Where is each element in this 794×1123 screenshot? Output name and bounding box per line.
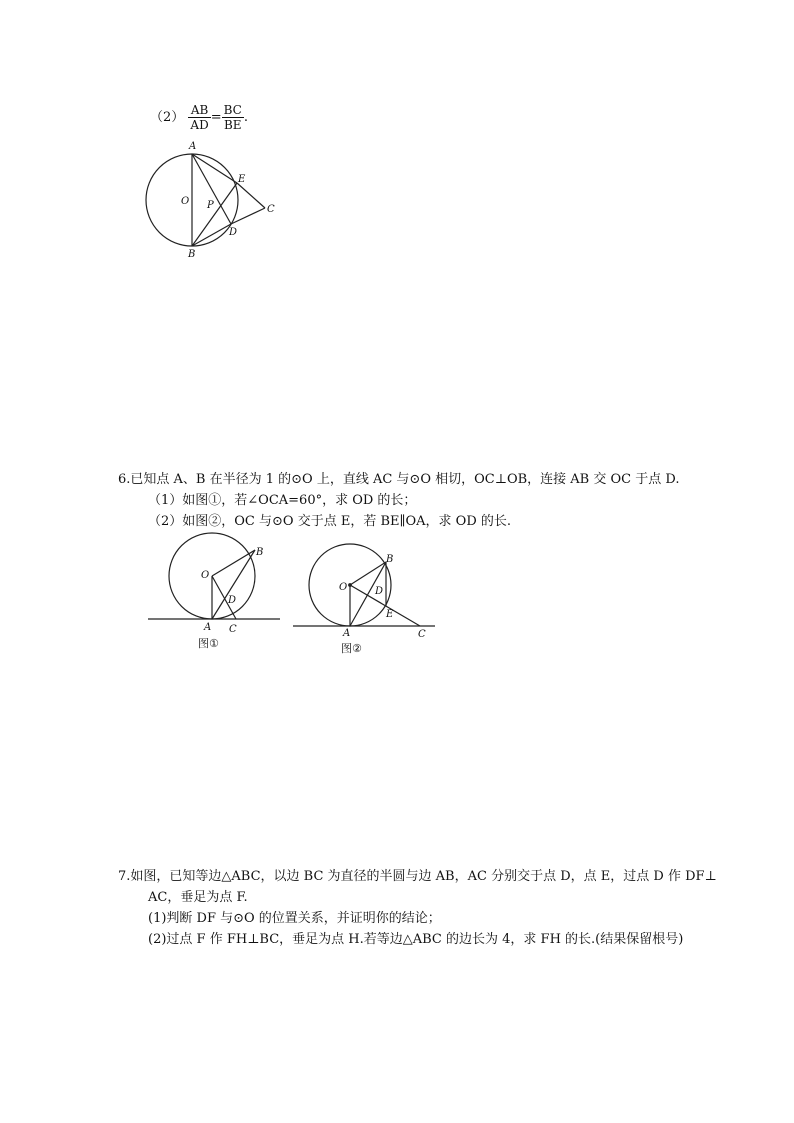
- label-o: O: [201, 570, 210, 581]
- fraction-denominator: AD: [190, 118, 209, 132]
- label-d: D: [375, 586, 384, 597]
- figure-caption-2: 图②: [341, 642, 362, 655]
- fraction-bc-be: [222, 103, 244, 132]
- segment-bd: [192, 224, 231, 246]
- segment-oc: [350, 585, 420, 626]
- label-d: D: [228, 595, 237, 606]
- q7-stem-line1: 7.如图，已知等边△ABC，以边 BC 为直径的半圆与边 AB，AC 分别交于点 D，点 E，过点 D 作 DF⊥: [118, 869, 717, 884]
- q7-stem-line2: AC，垂足为点 F.: [148, 890, 248, 905]
- label-b: B: [188, 249, 196, 260]
- fraction-denominator: BE: [223, 118, 242, 132]
- label-c: C: [229, 624, 237, 635]
- equals-sign: =: [210, 110, 222, 125]
- label-e: E: [238, 174, 246, 185]
- q6-stem: 6.已知点 A、B 在半径为 1 的⊙O 上，直线 AC 与⊙O 相切，OC⊥OB，连接 AB 交 OC 于点 D.: [118, 472, 680, 487]
- label-p: P: [207, 200, 214, 211]
- fraction-numerator: AB: [188, 103, 210, 118]
- label-c: C: [267, 204, 275, 215]
- segment-ae: [192, 154, 237, 183]
- label-a: A: [204, 622, 212, 633]
- segment-ec: [237, 183, 265, 208]
- segment-dc: [231, 208, 265, 224]
- label-o: O: [181, 196, 190, 207]
- q5-part2-prefix: （2）: [150, 110, 185, 125]
- label-a: A: [343, 628, 351, 639]
- q5-figure: [140, 138, 285, 263]
- figure-caption-1: 图①: [198, 637, 219, 650]
- label-b: B: [386, 554, 394, 565]
- label-d: D: [229, 227, 238, 238]
- label-e: E: [386, 609, 394, 620]
- q6-part2: （2）如图②，OC 与⊙O 交于点 E，若 BE∥OA，求 OD 的长.: [148, 514, 512, 529]
- segment-ob: [350, 562, 386, 585]
- center-dot: [349, 584, 352, 587]
- label-b: B: [256, 547, 264, 558]
- q7-part1: (1)判断 DF 与⊙O 的位置关系，并证明你的结论；: [148, 911, 441, 926]
- q7-part2: (2)过点 F 作 FH⊥BC，垂足为点 H.若等边△ABC 的边长为 4，求 FH 的长.(结果保留根号): [148, 932, 684, 947]
- fraction-numerator: BC: [223, 103, 242, 117]
- label-a: A: [189, 141, 197, 152]
- label-c: C: [418, 629, 426, 640]
- q6-figure-2: [290, 540, 440, 658]
- period: .: [243, 110, 248, 125]
- q6-figure-1: [145, 532, 285, 654]
- q6-part1: （1）如图①，若∠OCA=60°，求 OD 的长；: [148, 493, 417, 508]
- segment-ob: [212, 550, 255, 576]
- segment-ab: [212, 550, 255, 619]
- q5-part2-formula: [150, 103, 248, 132]
- label-o: O: [339, 582, 348, 593]
- segment-ad: [192, 154, 231, 224]
- fraction-ab-ad: [188, 103, 210, 132]
